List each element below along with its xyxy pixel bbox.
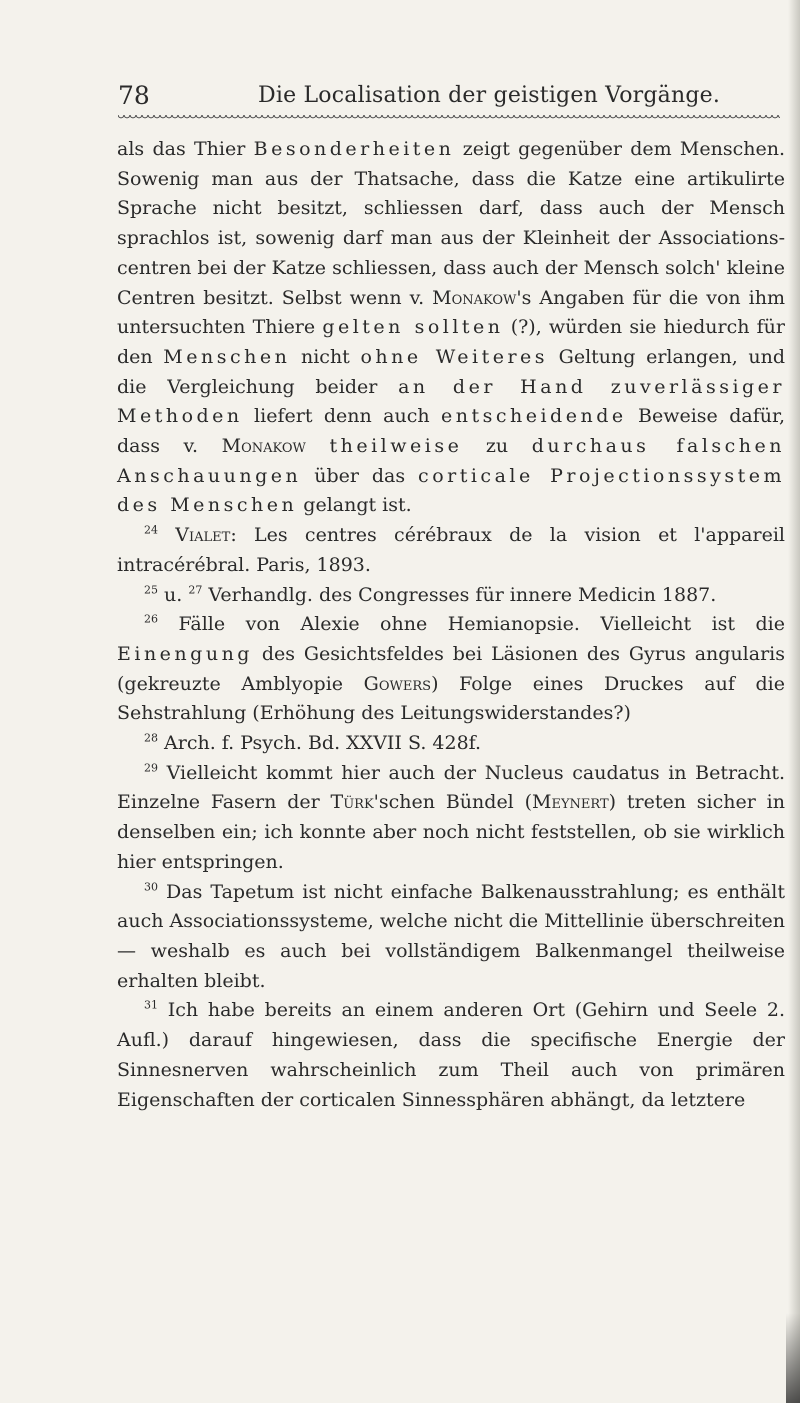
footnote-number: 25 xyxy=(144,583,158,597)
footnote-30 xyxy=(117,878,785,997)
author-name: Monakow xyxy=(432,286,517,309)
footnote-text: u. xyxy=(158,583,189,606)
header-wavy-rule xyxy=(118,115,780,119)
footnote-24 xyxy=(117,521,785,580)
author-name: Monakow xyxy=(221,435,306,458)
text-run: zeigt gegenüber dem Menschen. Sowenig man aus der Thatsache, dass die Katze eine artikulirte Sprache nicht besitzt, schliessen darf, dass auch der Mensch sprachlos ist, sowenig darf man aus der Kleinheit der Associations-centren bei der Katze schliessen, dass auch der Mensch solch' kleine Centren besitzt. Selbst wenn v. xyxy=(117,138,786,309)
spaced-emphasis: theilweise xyxy=(329,435,463,458)
text-run: (?), würden sie hiedurch für den xyxy=(117,316,785,368)
footnote-29 xyxy=(117,759,785,878)
spaced-emphasis: ohne Weiteres xyxy=(360,345,549,368)
text-run: liefert denn auch xyxy=(242,405,441,428)
text-run: gelangt ist. xyxy=(297,494,412,517)
author-name: Gowers xyxy=(363,672,432,695)
text-run: 's Angaben für die von ihm untersuchten Thiere xyxy=(117,286,785,339)
footnote-text: des Gesichtsfeldes bei Läsionen des Gyrus angularis (gekreuzte Amblyopie xyxy=(117,642,785,695)
footnote-number: 31 xyxy=(144,999,158,1013)
footnote-28 xyxy=(117,729,785,759)
footnote-31 xyxy=(117,996,785,1115)
text-run: über das xyxy=(301,464,419,487)
footnote-number: 29 xyxy=(144,761,158,775)
footnote-text: Arch. f. Psych. Bd. XXVII S. 428f. xyxy=(158,732,482,755)
text-run: als das Thier xyxy=(117,138,254,160)
footnote-text: Vielleicht kommt hier auch der Nucleus caudatus in Betracht. Einzelne Fasern der xyxy=(117,761,785,814)
spaced-emphasis: Menschen xyxy=(163,345,291,368)
spaced-emphasis: an der Hand zuverlässiger Methoden xyxy=(117,375,786,428)
text-run: Geltung erlangen, und die Vergleichung beider xyxy=(117,345,786,398)
page-body xyxy=(117,135,785,1115)
footnote-text: Fälle von Alexie ohne Hemianopsie. Vielleicht ist die xyxy=(158,613,785,636)
spaced-emphasis: corticale Projectionssystem des Menschen xyxy=(117,464,785,517)
text-run: zu xyxy=(462,435,532,458)
footnote-text: : Les centres cérébraux de la vision et l'appareil intracérébral. Paris, 1893. xyxy=(117,524,785,576)
main-paragraph xyxy=(117,135,785,521)
footnote-number: 30 xyxy=(144,880,158,894)
running-title: Die Localisation der geistigen Vorgänge. xyxy=(258,83,721,108)
spaced-emphasis: entscheidende xyxy=(440,405,627,428)
footnote-text: ) treten sicher in denselben ein; ich konnte aber noch nicht feststellen, ob sie wirklich hier entspringen. xyxy=(117,791,785,873)
author-name: Vialet xyxy=(175,524,231,547)
page-edge-shadow xyxy=(788,0,800,1403)
author-name: Meynert xyxy=(532,791,609,814)
corner-shadow xyxy=(786,1313,800,1403)
text-run: nicht xyxy=(290,345,361,368)
footnote-25-27 xyxy=(117,581,785,611)
page-number: 78 xyxy=(118,81,150,110)
footnote-26 xyxy=(117,610,785,729)
footnote-number: 26 xyxy=(144,612,158,626)
footnote-text: ) Folge eines Druckes auf die Sehstrahlung (Erhöhung des Leitungswiderstandes?) xyxy=(117,672,785,725)
footnote-text: Das Tapetum ist nicht einfache Balkenausstrahlung; es enthält auch Associationssysteme, welche nicht die Mittellinie überschreiten — weshalb es auch bei vollständigem Balkenmangel theilweise erhalten bleibt. xyxy=(117,880,785,992)
spaced-emphasis: durchaus falschen Anschauungen xyxy=(117,435,786,487)
page-header xyxy=(118,80,778,116)
footnote-number: 28 xyxy=(144,731,158,745)
spaced-emphasis: Besonderheiten xyxy=(253,138,455,160)
footnote-text: 'schen Bündel ( xyxy=(373,791,533,814)
footnote-number: 24 xyxy=(144,523,158,537)
footnote-text: Ich habe bereits an einem anderen Ort (Gehirn und Seele 2. Aufl.) darauf hingewiesen, dass die specifische Energie der Sinnesnerven wahrscheinlich zum Theil auch von primären Eigenschaften der corticalen Sinnessphären abhängt, da letztere xyxy=(117,999,785,1111)
text-run xyxy=(306,435,330,457)
spaced-emphasis: Einengung xyxy=(117,642,253,665)
footnote-text: Verhandlg. des Congresses für innere Medicin 1887. xyxy=(202,583,717,606)
text-run: Beweise dafür, dass v. xyxy=(117,405,785,458)
footnote-number: 27 xyxy=(188,583,203,597)
author-name: Türk xyxy=(330,791,374,814)
spaced-emphasis: gelten sollten xyxy=(322,316,504,339)
